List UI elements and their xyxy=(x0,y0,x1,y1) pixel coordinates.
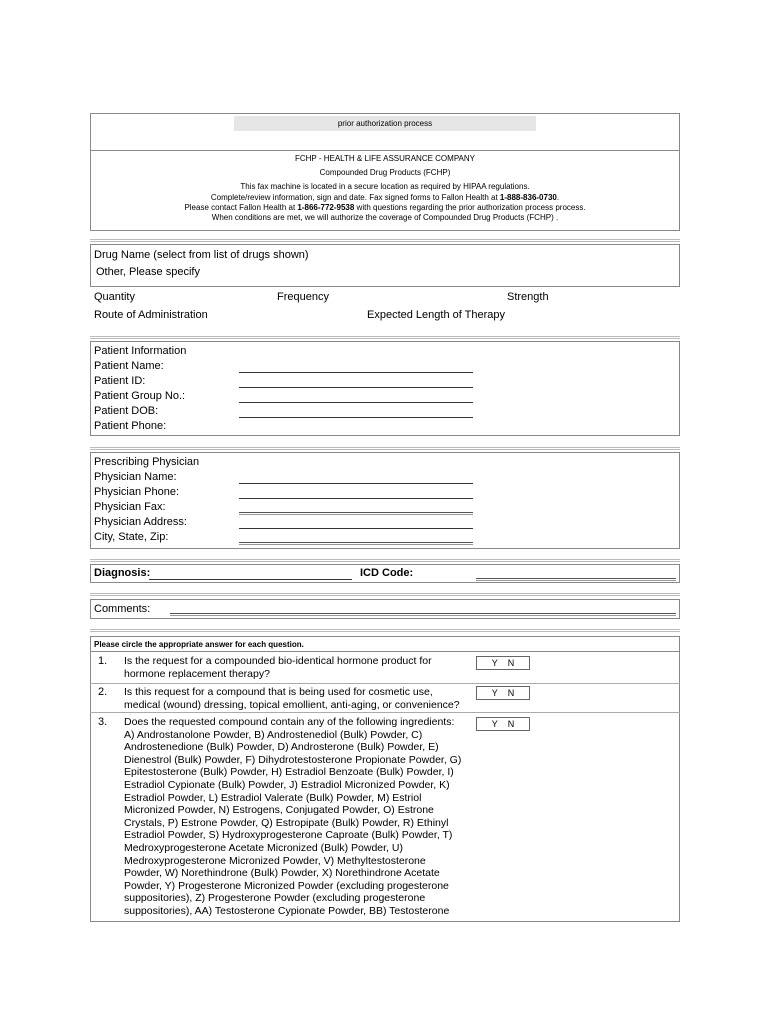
question-line: Androstenedione (Bulk) Powder, D) Androsterone (Bulk) Powder, E) xyxy=(124,741,439,754)
drug-name-label: Drug Name (select from list of drugs shown) xyxy=(94,249,309,261)
question-line: hormone replacement therapy? xyxy=(124,667,270,680)
product-name: Compounded Drug Products (FCHP) xyxy=(319,168,451,177)
question-number: 3. xyxy=(98,716,108,728)
phone-number: 1-866-772-9538 xyxy=(297,203,355,212)
comments-field[interactable] xyxy=(170,613,676,616)
question-line: A) Androstanolone Powder, B) Androstenediol (Bulk) Powder, C) xyxy=(124,728,423,741)
question-line: suppositories), Z) Progesterone Powder (excluding progesterone xyxy=(124,892,426,905)
section-separator xyxy=(90,239,680,242)
question-line: Powder, Y) Progesterone Micronized Powder (excluding progesterone xyxy=(124,879,449,892)
physician-fax-label: Physician Fax: xyxy=(94,501,166,513)
question-line: Powder, W) Norethindrone (Bulk) Powder, X) Norethindrone Acetate xyxy=(124,867,440,880)
header-divider xyxy=(90,150,680,151)
physician-name-field[interactable] xyxy=(239,483,473,484)
question-line: Is the request for a compounded bio-identical hormone product for xyxy=(124,655,432,667)
no-option[interactable]: N xyxy=(507,658,515,668)
question-line: medical (wound) dressing, topical emollient, anti-aging, or convenience? xyxy=(124,698,460,711)
quantity-label: Quantity xyxy=(94,291,135,303)
question-line: Epitestosterone (Bulk) Powder, H) Estradiol Benzoate (Bulk) Powder, I) xyxy=(124,766,454,779)
section-separator xyxy=(90,447,680,450)
company-name: FCHP - HEALTH & LIFE ASSURANCE COMPANY xyxy=(294,154,476,163)
question-3-text xyxy=(124,716,484,918)
patient-group-field[interactable] xyxy=(239,402,473,403)
therapy-length-label: Expected Length of Therapy xyxy=(367,309,506,321)
question-line: suppositories), AA) Testosterone Cypionate Powder, BB) Testosterone xyxy=(124,904,450,917)
notice-line-3-text: Please contact Fallon Health at xyxy=(184,203,298,212)
patient-phone-label: Patient Phone: xyxy=(94,420,167,432)
route-label: Route of Administration xyxy=(94,309,208,321)
patient-heading: Patient Information xyxy=(94,345,187,357)
question-2-text xyxy=(124,686,484,711)
question-divider xyxy=(90,712,680,713)
questions-instruction: Please circle the appropriate answer for each question. xyxy=(94,640,304,649)
comments-label: Comments: xyxy=(94,603,151,615)
patient-name-field[interactable] xyxy=(239,372,473,373)
comments-box xyxy=(90,599,680,619)
question-number: 1. xyxy=(98,655,108,667)
question-line: Crystals, P) Estrone Powder, Q) Estropipate (Bulk) Powder, R) Ethinyl xyxy=(124,816,449,829)
notice-line-2-text: Complete/review information, sign and date. Fax signed forms to Fallon Health at xyxy=(210,193,500,202)
physician-phone-label: Physician Phone: xyxy=(94,486,179,498)
physician-heading: Prescribing Physician xyxy=(94,456,200,468)
patient-id-label: Patient ID: xyxy=(94,375,146,387)
question-line: Estradiol Powder, L) Estradiol Valerate (Bulk) Powder, M) Estriol xyxy=(124,791,422,804)
diagnosis-label: Diagnosis: xyxy=(94,567,151,579)
question-line: Does the requested compound contain any of the following ingredients: xyxy=(124,716,455,728)
patient-id-field[interactable] xyxy=(239,387,473,388)
icd-code-field[interactable] xyxy=(476,578,676,581)
fax-number: 1-888-836-0730 xyxy=(499,193,557,202)
physician-fax-field[interactable] xyxy=(239,512,473,515)
question-line: Dienestrol (Bulk) Powder, F) Dihydrotestosterone Propionate Powder, G) xyxy=(124,753,462,766)
question-1-text xyxy=(124,655,474,680)
strength-label: Strength xyxy=(507,291,549,303)
question-line: Estradiol Powder, S) Hydroxyprogesterone Caproate (Bulk) Powder, T) xyxy=(124,829,453,842)
diagnosis-field[interactable] xyxy=(149,579,352,580)
frequency-label: Frequency xyxy=(277,291,329,303)
section-separator xyxy=(90,559,680,562)
city-state-zip-field[interactable] xyxy=(239,542,473,545)
section-separator xyxy=(90,629,680,632)
question-line: Is this request for a compound that is being used for cosmetic use, xyxy=(124,686,433,698)
physician-name-label: Physician Name: xyxy=(94,471,177,483)
question-2-answer[interactable] xyxy=(476,686,530,700)
physician-address-field[interactable] xyxy=(239,528,473,529)
question-divider xyxy=(90,683,680,684)
notice-line-2 xyxy=(90,193,680,202)
question-line: Medroxyprogesterone Acetate Micronized (Bulk) Powder, U) xyxy=(124,841,403,854)
question-3-answer[interactable] xyxy=(476,717,530,731)
question-line: Medroxyprogesterone Micronized Powder, V) Methyltestosterone xyxy=(124,854,426,867)
notice-line-3-end: with questions regarding the prior authorization process process. xyxy=(354,203,586,212)
question-line: Micronized Powder, N) Estrogens, Conjugated Powder, O) Estrone xyxy=(124,804,434,817)
notice-line-2-end: . xyxy=(556,193,560,202)
physician-phone-field[interactable] xyxy=(239,498,473,499)
yes-option[interactable]: Y xyxy=(491,658,498,668)
section-separator xyxy=(90,336,680,339)
section-separator xyxy=(90,593,680,596)
yes-option[interactable]: Y xyxy=(491,719,498,729)
notice-line-3 xyxy=(90,203,680,212)
physician-address-label: Physician Address: xyxy=(94,516,187,528)
questions-divider xyxy=(90,651,680,652)
notice-line-4: When conditions are met, we will authorize the coverage of Compounded Drug Products (FCHP) . xyxy=(211,213,559,222)
patient-dob-field[interactable] xyxy=(239,417,473,418)
patient-name-label: Patient Name: xyxy=(94,360,164,372)
question-1-answer[interactable] xyxy=(476,656,530,670)
no-option[interactable]: N xyxy=(507,688,515,698)
header-band: prior authorization process xyxy=(234,116,536,131)
yes-option[interactable]: Y xyxy=(491,688,498,698)
patient-group-label: Patient Group No.: xyxy=(94,390,186,402)
icd-code-label: ICD Code: xyxy=(360,567,414,579)
patient-dob-label: Patient DOB: xyxy=(94,405,159,417)
other-specify-label: Other, Please specify xyxy=(96,266,200,278)
question-number: 2. xyxy=(98,686,108,698)
city-state-zip-label: City, State, Zip: xyxy=(94,531,169,543)
no-option[interactable]: N xyxy=(507,719,515,729)
question-line: Estradiol Cypionate (Bulk) Powder, J) Estradiol Micronized Powder, K) xyxy=(124,778,450,791)
notice-line-1: This fax machine is located in a secure location as required by HIPAA regulations. xyxy=(240,182,530,191)
